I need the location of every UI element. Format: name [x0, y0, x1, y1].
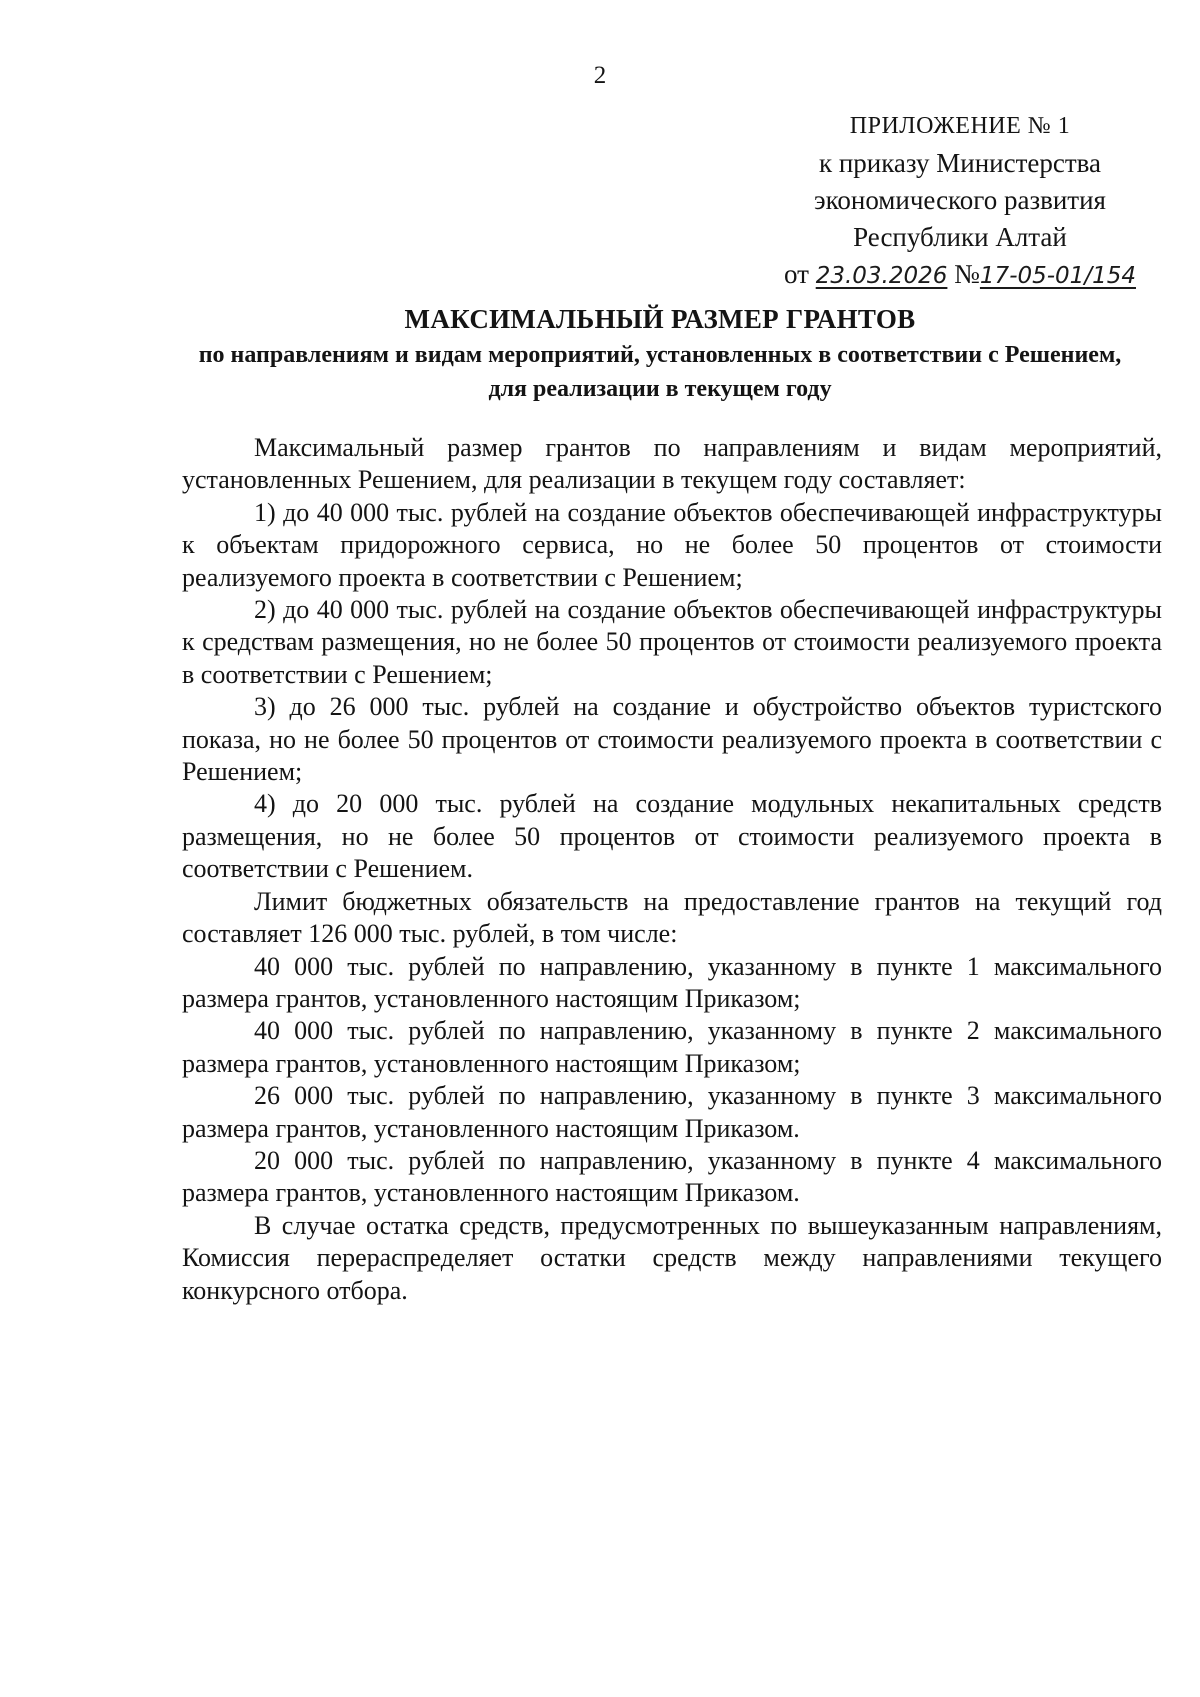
document-title-main: МАКСИМАЛЬНЫЙ РАЗМЕР ГРАНТОВ: [404, 304, 916, 334]
order-number: 17-05-01/154: [979, 263, 1136, 289]
body-paragraph: 40 000 тыс. рублей по направлению, указанному в пункте 1 максимального размера грантов, установленного настоящим Приказом;: [182, 951, 1162, 1013]
body-paragraph: 2) до 40 000 тыс. рублей на создание объектов обеспечивающей инфраструктуры к средствам размещения, но не более 50 процентов от стоимости реализуемого проекта в соответствии с Решением;: [182, 595, 1162, 689]
document-title-sub: по направлениям и видам мероприятий, установленных в соответствии с Решением, для реализации в текущем году: [198, 342, 1122, 402]
attachment-header: [760, 108, 1160, 295]
attachment-line-2: экономического развития: [814, 185, 1106, 215]
date-prefix: от: [784, 259, 809, 289]
attachment-line-1: к приказу Министерства: [818, 148, 1102, 178]
attachment-title: ПРИЛОЖЕНИЕ № 1: [849, 113, 1071, 139]
body-paragraph: В случае остатка средств, предусмотренных по вышеуказанным направлениям, Комиссия перераспределяет остатки средств между направлениями текущего конкурсного отбора.: [182, 1210, 1162, 1305]
body-paragraph: Максимальный размер грантов по направлениям и видам мероприятий, установленных Решением, для реализации в текущем году составляет:: [182, 433, 1162, 495]
attachment-date-line: [760, 256, 1160, 295]
body-paragraph: 20 000 тыс. рублей по направлению, указанному в пункте 4 максимального размера грантов, установленного настоящим Приказом.: [182, 1145, 1162, 1208]
document-body: [182, 432, 1162, 1307]
body-paragraph: 1) до 40 000 тыс. рублей на создание объектов обеспечивающей инфраструктуры к объектам придорожного сервиса, но не более 50 процентов от стоимости реализуемого проекта в соответствии с Решением;: [182, 497, 1162, 592]
body-paragraph: 26 000 тыс. рублей по направлению, указанному в пункте 3 максимального размера грантов, установленного настоящим Приказом.: [182, 1081, 1162, 1143]
body-paragraph: 3) до 26 000 тыс. рублей на создание и обустройство объектов туристского показа, но не более 50 процентов от стоимости реализуемого проекта в соответствии с Решением;: [182, 692, 1162, 787]
page-number: 2: [593, 62, 607, 89]
document-title: [180, 300, 1140, 406]
body-paragraph: 4) до 20 000 тыс. рублей на создание модульных некапитальных средств размещения, но не более 50 процентов от стоимости реализуемого проекта в соответствии с Решением.: [182, 789, 1162, 884]
body-paragraph: 40 000 тыс. рублей по направлению, указанному в пункте 2 максимального размера грантов, установленного настоящим Приказом;: [182, 1016, 1162, 1078]
number-prefix: №: [954, 259, 980, 289]
order-date: 23.03.2026: [815, 263, 948, 289]
body-paragraph: Лимит бюджетных обязательств на предоставление грантов на текущий год составляет 126 000 тыс. рублей, в том числе:: [182, 886, 1162, 949]
attachment-line-3: Республики Алтай: [853, 222, 1067, 252]
